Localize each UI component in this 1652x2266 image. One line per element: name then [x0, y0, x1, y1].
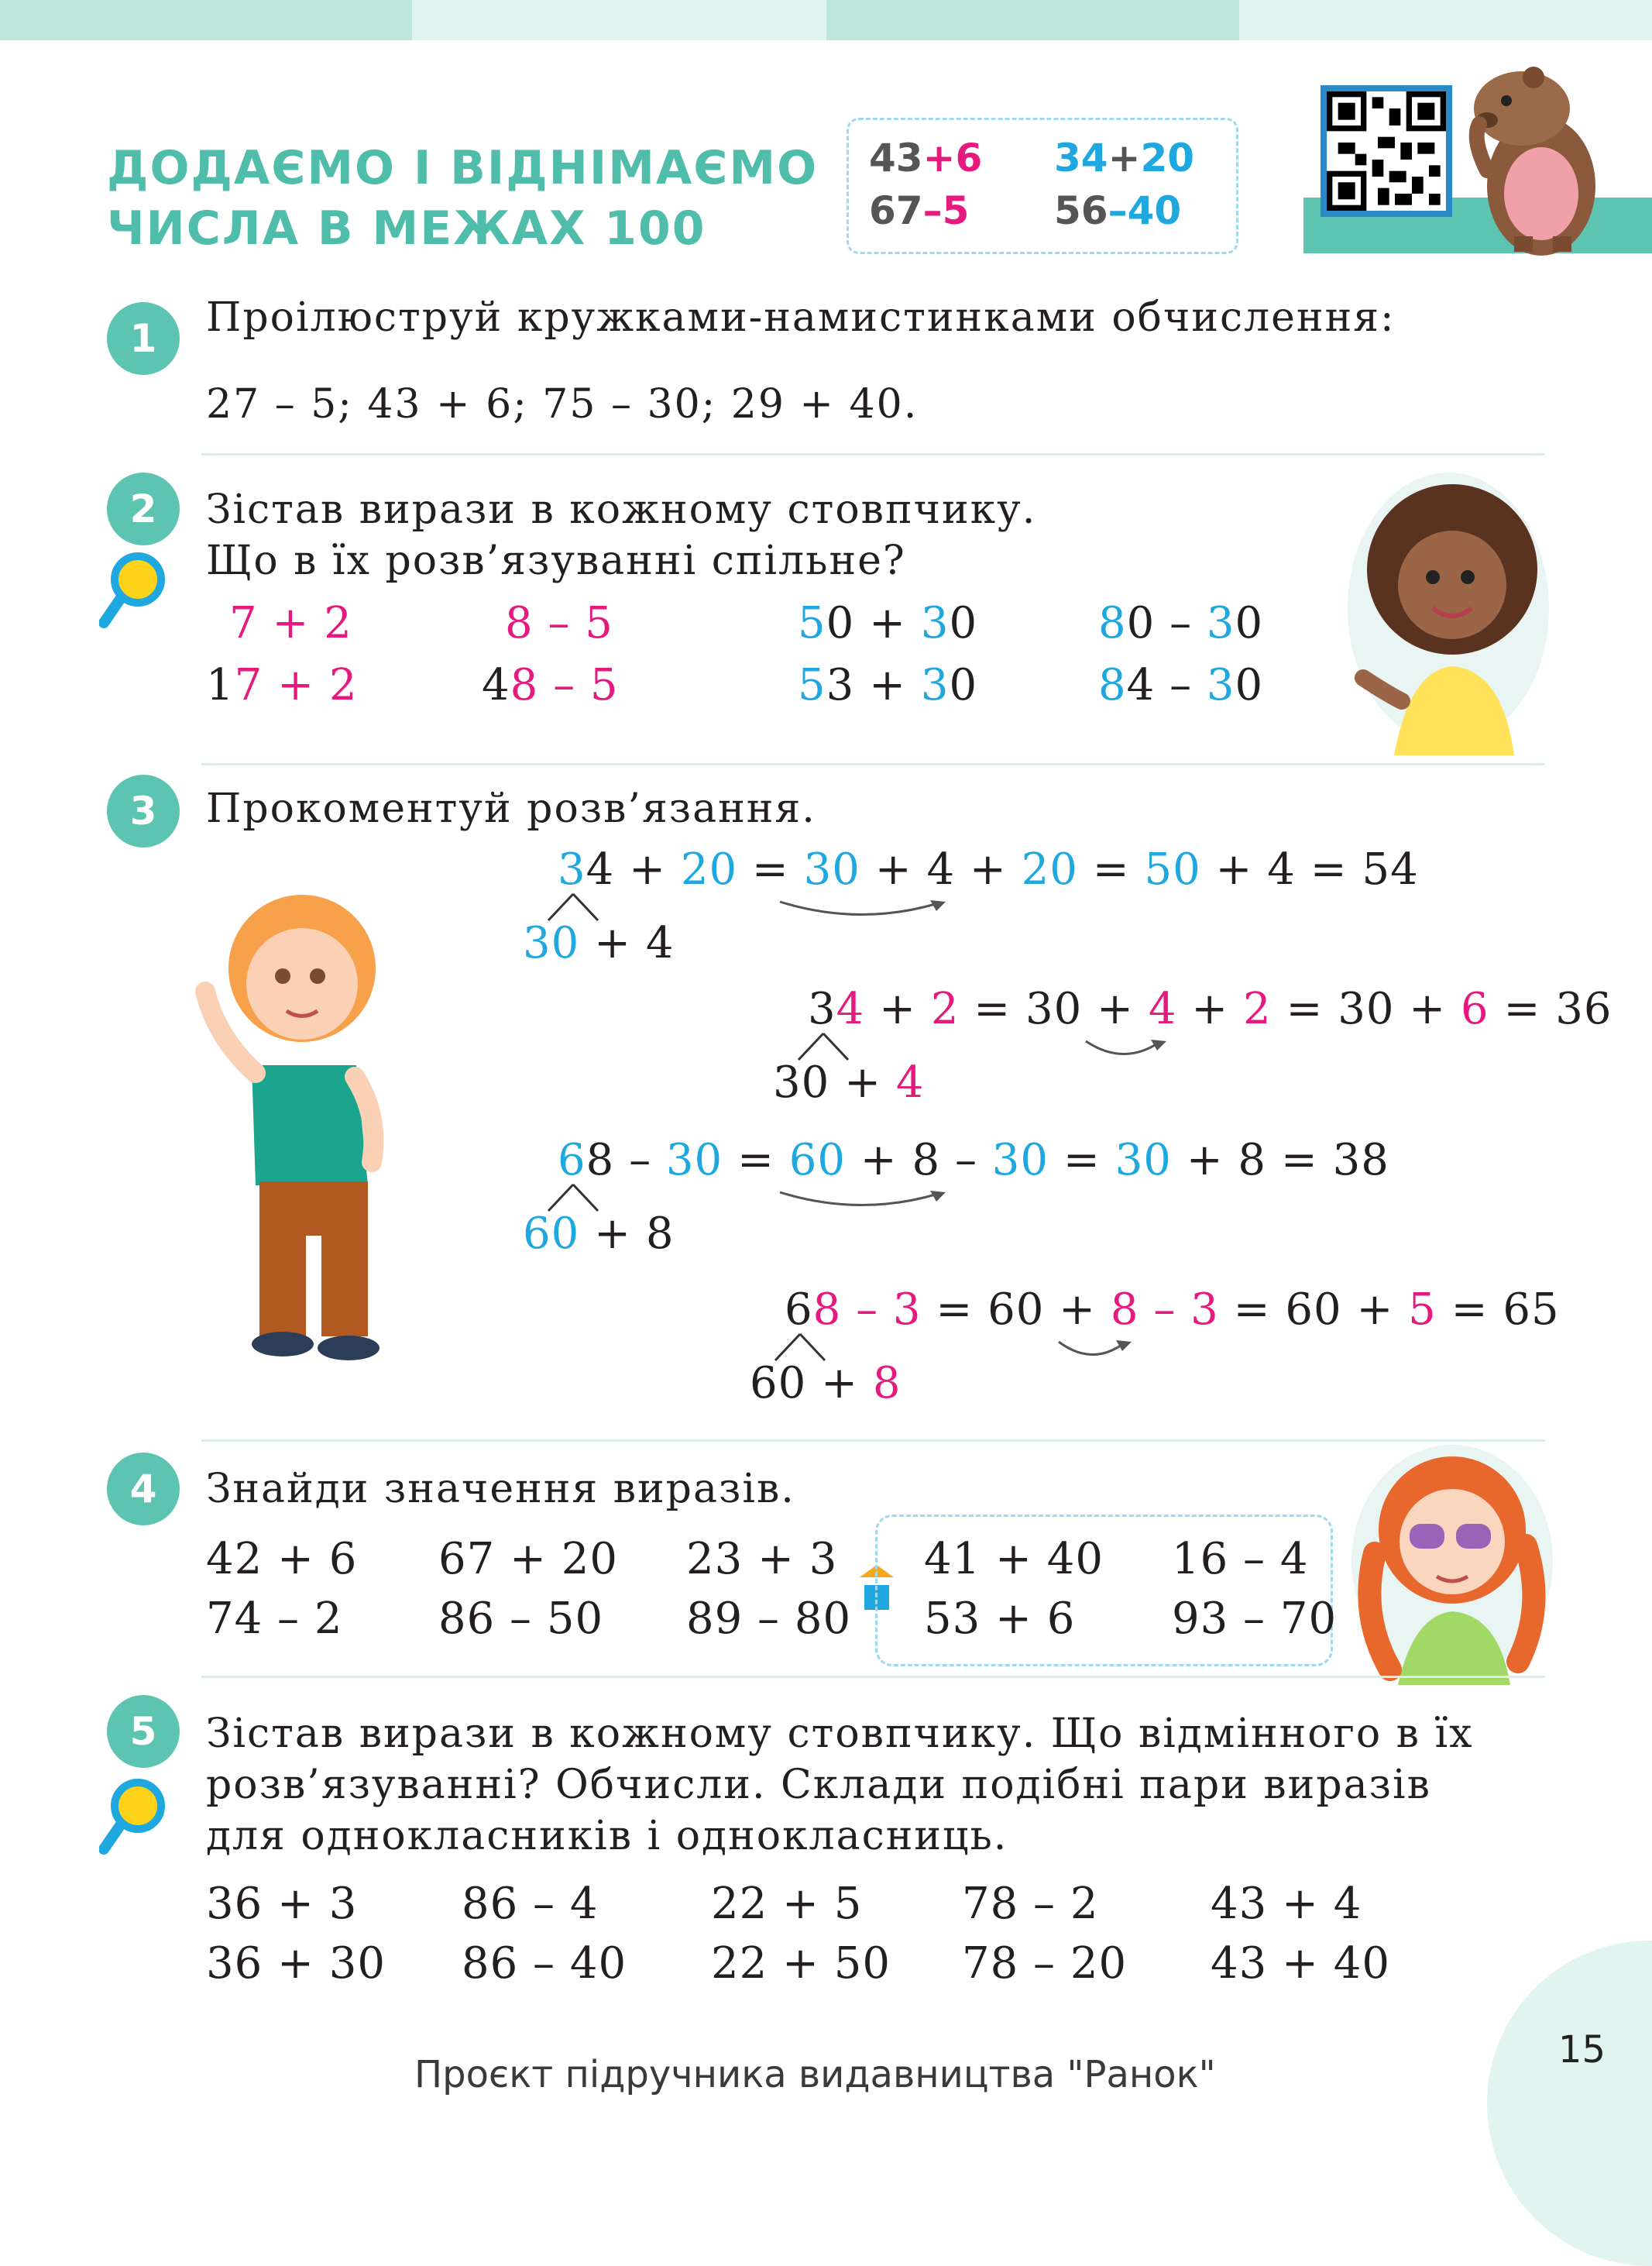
t3-equation-3: 68 – 30 = 60 + 8 – 30 = 30 + 8 = 38 — [558, 1135, 1389, 1185]
examples-box — [847, 118, 1238, 254]
t3-branch-lines-1 — [542, 892, 635, 939]
example-1: 43+6 — [869, 136, 983, 181]
t3-arrow-3 — [778, 1189, 957, 1220]
t3-branch-lines-3 — [542, 1183, 635, 1229]
separator — [201, 453, 1545, 456]
t3-branch-lines-2 — [792, 1032, 885, 1078]
t5-col1-top: 36 + 3 — [206, 1879, 358, 1929]
example-2: 34+20 — [1054, 136, 1195, 181]
task-5-line-3: для однокласників і однокласниць. — [206, 1813, 1008, 1859]
girl-glasses-illustration — [1344, 1437, 1561, 1685]
t5-col5-bottom: 43 + 40 — [1211, 1938, 1391, 1989]
t3-arrow-2 — [1084, 1038, 1177, 1069]
task-1-line-1: Проілюструй кружками-намистинками обчислення: — [206, 294, 1396, 341]
t5-col3-bottom: 22 + 50 — [711, 1938, 891, 1989]
t3-arrow-1 — [778, 899, 957, 930]
t3-equation-2: 34 + 2 = 30 + 4 + 2 = 30 + 6 = 36 — [808, 984, 1613, 1034]
t3-branch-lines-4 — [769, 1332, 862, 1379]
top-band-1 — [0, 0, 412, 40]
t5-col3-top: 22 + 5 — [711, 1879, 863, 1929]
magnifier-icon — [99, 1778, 166, 1855]
t4-left-3-top: 23 + 3 — [686, 1534, 838, 1584]
capybara-mascot — [1456, 54, 1611, 256]
t4-right-2-top: 16 – 4 — [1172, 1534, 1309, 1584]
t4-right-2-bottom: 93 – 70 — [1172, 1594, 1338, 1644]
t4-left-2-bottom: 86 – 50 — [438, 1594, 604, 1644]
title-line-1: ДОДАЄМО І ВІДНІМАЄМО — [107, 141, 819, 195]
top-band-2 — [412, 0, 826, 40]
separator — [201, 763, 1545, 765]
t2-col2-top: 8 – 5 — [505, 598, 613, 648]
page-title — [107, 138, 818, 259]
separator — [201, 1676, 1545, 1678]
task-5-number: 5 — [107, 1695, 180, 1768]
t4-right-1-bottom: 53 + 6 — [924, 1594, 1076, 1644]
task-1-line-2: 27 – 5; 43 + 6; 75 – 30; 29 + 40. — [206, 381, 919, 428]
t5-col4-top: 78 – 2 — [962, 1879, 1099, 1929]
t3-arrow-4 — [1057, 1339, 1142, 1370]
t2-col3-bottom: 53 + 30 — [798, 660, 978, 710]
t5-col5-top: 43 + 4 — [1211, 1879, 1362, 1929]
t4-left-1-bottom: 74 – 2 — [206, 1594, 343, 1644]
title-line-2: ЧИСЛА В МЕЖАХ 100 — [107, 201, 706, 256]
page-number: 15 — [1558, 2028, 1606, 2072]
t5-col2-top: 86 – 4 — [462, 1879, 599, 1929]
t3-split-4: 60 + 8 — [750, 1358, 902, 1408]
t2-col2-bottom: 48 – 5 — [482, 660, 619, 710]
magnifier-icon — [99, 552, 166, 629]
task-2-number: 2 — [107, 473, 180, 545]
task-1-number: 1 — [107, 302, 180, 375]
t3-equation-4: 68 – 3 = 60 + 8 – 3 = 60 + 5 = 65 — [785, 1284, 1560, 1335]
footer-text: Проєкт підручника видавництва "Ранок" — [414, 2053, 1216, 2096]
t3-split-2: 30 + 4 — [773, 1057, 925, 1108]
t5-col2-bottom: 86 – 40 — [462, 1938, 627, 1989]
task-4-number: 4 — [107, 1453, 180, 1525]
example-3: 67–5 — [869, 188, 970, 233]
t5-col4-bottom: 78 – 20 — [962, 1938, 1128, 1989]
t4-left-3-bottom: 89 – 80 — [686, 1594, 852, 1644]
qr-code-icon[interactable] — [1321, 85, 1452, 217]
t2-col4-bottom: 84 – 30 — [1098, 660, 1264, 710]
task-3-number: 3 — [107, 775, 180, 848]
t2-col4-top: 80 – 30 — [1098, 598, 1264, 648]
t4-left-1-top: 42 + 6 — [206, 1534, 358, 1584]
task-2-line-2: Що в їх розв’язуванні спільне? — [206, 538, 906, 584]
t3-equation-1: 34 + 20 = 30 + 4 + 20 = 50 + 4 = 54 — [558, 844, 1419, 895]
t5-col1-bottom: 36 + 30 — [206, 1938, 386, 1989]
t4-left-2-top: 67 + 20 — [438, 1534, 619, 1584]
task-4-line-1: Знайди значення виразів. — [206, 1466, 795, 1512]
girl-illustration — [1340, 469, 1557, 755]
t2-col3-top: 50 + 30 — [798, 598, 978, 648]
task-5-line-2: розв’язуванні? Обчисли. Склади подібні пари виразів — [206, 1762, 1431, 1808]
t3-split-1: 30 + 4 — [523, 918, 675, 968]
t2-col1-bottom: 17 + 2 — [206, 660, 358, 710]
boy-illustration — [178, 883, 410, 1379]
t2-col1-top: 7 + 2 — [229, 598, 352, 648]
t3-split-3: 60 + 8 — [523, 1209, 675, 1259]
page-corner-decoration — [1487, 1941, 1652, 2266]
top-band-4 — [1239, 0, 1652, 40]
task-5-line-1: Зістав вирази в кожному стовпчику. Що відмінного в їх — [206, 1711, 1474, 1757]
t4-right-1-top: 41 + 40 — [924, 1534, 1104, 1584]
example-4: 56–40 — [1054, 188, 1182, 233]
task-2-line-1: Зістав вирази в кожному стовпчику. — [206, 487, 1037, 533]
top-band-3 — [826, 0, 1239, 40]
task-3-line-1: Прокоментуй розв’язання. — [206, 786, 816, 832]
